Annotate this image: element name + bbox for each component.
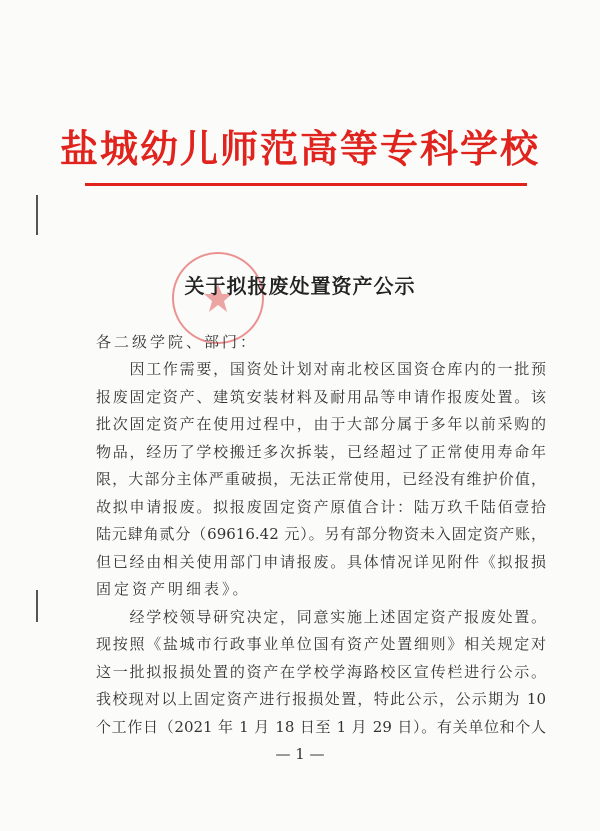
document-title: 关于拟报废处置资产公示 xyxy=(184,274,416,298)
body-line: 现按照《盐城市行政事业单位国有资产处置细则》相关规定对 xyxy=(96,635,546,653)
body-line: 陆元肆角贰分（69616.42 元）。另有部分物资未入固定资产账， xyxy=(96,525,546,543)
body-line: 批次固定资产在使用过程中，由于大部分属于多年以前采购的 xyxy=(96,415,546,433)
body-line: 经学校领导研究决定，同意实施上述固定资产报废处置。 xyxy=(96,607,546,626)
binding-mark xyxy=(36,195,38,235)
body-line: 固定资产明细表》。 xyxy=(96,580,251,598)
letterhead-rule xyxy=(85,183,527,186)
salutation: 各二级学院、部门： xyxy=(96,333,259,351)
school-letterhead: 盐城幼儿师范高等专科学校 xyxy=(59,127,540,171)
body-line: 因工作需要，国资处计划对南北校区国资仓库内的一批预 xyxy=(96,360,546,378)
body-line: 但已经由相关使用部门申请报废。具体情况详见附件《拟报损 xyxy=(96,552,546,571)
body-line: 限，大部分主体严重破损，无法正常使用，已经没有维护价值， xyxy=(96,470,546,488)
body-line: 我校现对以上固定资产进行报损处置，特此公示，公示期为 10 xyxy=(96,690,546,708)
body-line: 故拟申请报废。拟报废固定资产原值合计：陆万玖千陆佰壹拾 xyxy=(96,497,546,516)
binding-mark xyxy=(36,590,38,622)
body-line: 这一批拟报损处置的资产在学校学海路校区宣传栏进行公示。 xyxy=(96,662,546,681)
body-line: 个工作日（2021 年 1 月 18 日至 1 月 29 日）。有关单位和个人 xyxy=(96,717,546,736)
body-line: 物品，经历了学校搬迁多次拆装，已经超过了正常使用寿命年 xyxy=(96,442,546,461)
page-number: — 1 — xyxy=(275,745,325,763)
body-line: 报废固定资产、建筑安装材料及耐用品等申请作报废处置。该 xyxy=(96,387,546,406)
